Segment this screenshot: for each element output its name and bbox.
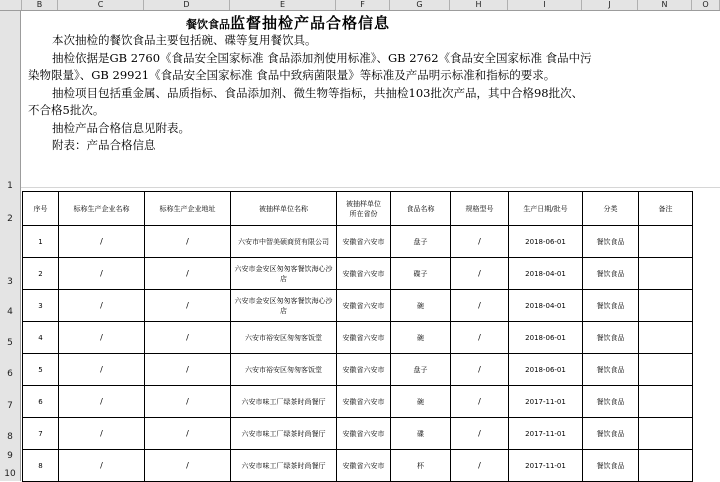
cell-spec[interactable]: / [451, 290, 509, 322]
cell-batch[interactable]: 2018-04-01 [509, 290, 583, 322]
cell-province[interactable]: 安徽省六安市 [337, 322, 391, 354]
cell-sampled-unit[interactable]: 六安市金安区匆匆客餐饮海心沙店 [231, 290, 337, 322]
cell-producer-name[interactable]: / [59, 322, 145, 354]
row-header-bar [0, 11, 21, 481]
cell-producer-address[interactable]: / [145, 386, 231, 418]
cell-sampled-unit[interactable]: 六安市味工厂绿茶时尚餐厅 [231, 418, 337, 450]
intro-paragraph: 本次抽检的餐饮食品主要包括碗、碟等复用餐饮具。 [52, 33, 317, 47]
column-header-b[interactable]: B [22, 0, 58, 10]
cell-spec[interactable]: / [451, 450, 509, 482]
cell-batch[interactable]: 2017-11-01 [509, 450, 583, 482]
cell-sampled-unit[interactable]: 六安市味工厂绿茶时尚餐厅 [231, 386, 337, 418]
title-main: 监督抽检产品合格信息 [230, 14, 391, 32]
column-header-j[interactable]: J [582, 0, 638, 10]
header-batch[interactable]: 生产日期/批号 [509, 192, 583, 226]
cell-producer-address[interactable]: / [145, 450, 231, 482]
cell-index[interactable]: 4 [23, 322, 59, 354]
cell-food-name[interactable]: 盘子 [391, 226, 451, 258]
product-table [22, 191, 693, 482]
cell-food-name[interactable]: 碗 [391, 386, 451, 418]
cell-index[interactable]: 5 [23, 354, 59, 386]
select-all-corner[interactable] [0, 0, 22, 10]
cell-food-name[interactable]: 碗 [391, 290, 451, 322]
row-header-9[interactable]: 9 [7, 451, 13, 461]
title-prefix: 餐饮食品 [186, 18, 230, 31]
table-row [23, 450, 693, 482]
cell-category[interactable]: 餐饮食品 [583, 258, 639, 290]
cell-remark[interactable] [639, 354, 693, 386]
table-row [23, 354, 693, 386]
cell-producer-name[interactable]: / [59, 386, 145, 418]
header-spec[interactable]: 规格型号 [451, 192, 509, 226]
cell-producer-name[interactable]: / [59, 354, 145, 386]
cell-spec[interactable]: / [451, 226, 509, 258]
cell-producer-name[interactable]: / [59, 450, 145, 482]
row-header-2[interactable]: 2 [7, 214, 13, 224]
cell-index[interactable]: 2 [23, 258, 59, 290]
cell-province[interactable]: 安徽省六安市 [337, 418, 391, 450]
column-header-g[interactable]: G [390, 0, 450, 10]
row-header-7[interactable]: 7 [7, 401, 13, 411]
cell-producer-address[interactable]: / [145, 226, 231, 258]
cell-spec[interactable]: / [451, 354, 509, 386]
cell-index[interactable]: 7 [23, 418, 59, 450]
table-row [23, 290, 693, 322]
column-header-e[interactable]: E [230, 0, 336, 10]
cell-remark[interactable] [639, 450, 693, 482]
cell-sampled-unit[interactable]: 六安市中智美硕商贸有限公司 [231, 226, 337, 258]
cell-batch[interactable]: 2018-04-01 [509, 258, 583, 290]
cell-index[interactable]: 8 [23, 450, 59, 482]
cell-remark[interactable] [639, 258, 693, 290]
table-row [23, 258, 693, 290]
header-food-name[interactable]: 食品名称 [391, 192, 451, 226]
cell-category[interactable]: 餐饮食品 [583, 354, 639, 386]
cell-producer-address[interactable]: / [145, 418, 231, 450]
cell-province[interactable]: 安徽省六安市 [337, 354, 391, 386]
cell-producer-name[interactable]: / [59, 418, 145, 450]
cell-category[interactable]: 餐饮食品 [583, 386, 639, 418]
header-sampled-unit[interactable]: 被抽样单位名称 [231, 192, 337, 226]
cell-remark[interactable] [639, 322, 693, 354]
cell-sampled-unit[interactable]: 六安市裕安区匆匆客饭堂 [231, 322, 337, 354]
table-row [23, 386, 693, 418]
cell-sampled-unit[interactable]: 六安市裕安区匆匆客饭堂 [231, 354, 337, 386]
header-index[interactable]: 序号 [23, 192, 59, 226]
cell-index[interactable]: 1 [23, 226, 59, 258]
cell-spec[interactable]: / [451, 322, 509, 354]
cell-category[interactable]: 餐饮食品 [583, 226, 639, 258]
cell-index[interactable]: 3 [23, 290, 59, 322]
cell-producer-name[interactable]: / [59, 258, 145, 290]
see-attachment-text: 抽检产品合格信息见附表。 [52, 121, 190, 135]
cell-category[interactable]: 餐饮食品 [583, 290, 639, 322]
cell-batch[interactable]: 2017-11-01 [509, 386, 583, 418]
cell-batch[interactable]: 2017-11-01 [509, 418, 583, 450]
header-producer-name[interactable]: 标称生产企业名称 [59, 192, 145, 226]
column-header-d[interactable]: D [144, 0, 230, 10]
table-body [23, 226, 693, 482]
column-header-i[interactable]: I [508, 0, 582, 10]
cell-index[interactable]: 6 [23, 386, 59, 418]
row-header-3[interactable]: 3 [7, 277, 13, 287]
cell-food-name[interactable]: 碗 [391, 322, 451, 354]
header-province[interactable]: 被抽样单位 所在省份 [337, 192, 391, 226]
cell-producer-address[interactable]: / [145, 354, 231, 386]
cell-remark[interactable] [639, 290, 693, 322]
cell-category[interactable]: 餐饮食品 [583, 450, 639, 482]
cell-producer-name[interactable]: / [59, 226, 145, 258]
cell-province[interactable]: 安徽省六安市 [337, 226, 391, 258]
row-header-6[interactable]: 6 [7, 369, 13, 379]
row-header-5[interactable]: 5 [7, 338, 13, 348]
cell-batch[interactable]: 2018-06-01 [509, 226, 583, 258]
cell-food-name[interactable]: 碟子 [391, 258, 451, 290]
cell-producer-name[interactable]: / [59, 290, 145, 322]
header-remark[interactable]: 备注 [639, 192, 693, 226]
table-row [23, 226, 693, 258]
cell-spec[interactable]: / [451, 258, 509, 290]
cell-province[interactable]: 安徽省六安市 [337, 450, 391, 482]
cell-food-name[interactable]: 杯 [391, 450, 451, 482]
table-header-row [23, 192, 693, 226]
cell-province[interactable]: 安徽省六安市 [337, 258, 391, 290]
row-header-8[interactable]: 8 [7, 432, 13, 442]
items-paragraph-line1: 抽检项目包括重金属、品质指标、食品添加剂、微生物等指标，共抽检103批次产品，其中合格98批次、 [52, 86, 584, 100]
cell-remark[interactable] [639, 226, 693, 258]
cell-spec[interactable]: / [451, 418, 509, 450]
cell-batch[interactable]: 2018-06-01 [509, 354, 583, 386]
table-row [23, 322, 693, 354]
cell-spec[interactable]: / [451, 386, 509, 418]
attachment-label: 附表：产品合格信息 [52, 138, 156, 152]
table-row [23, 418, 693, 450]
cell-sampled-unit[interactable]: 六安市味工厂绿茶时尚餐厅 [231, 450, 337, 482]
cell-sampled-unit[interactable]: 六安市金安区匆匆客餐饮海心沙店 [231, 258, 337, 290]
items-paragraph-line2: 不合格5批次。 [28, 103, 105, 117]
column-header-h[interactable]: H [450, 0, 508, 10]
row-header-1[interactable]: 1 [7, 181, 13, 191]
cell-producer-address[interactable]: / [145, 258, 231, 290]
column-header-f[interactable]: F [336, 0, 390, 10]
column-header-n[interactable]: N [638, 0, 692, 10]
cell-producer-address[interactable]: / [145, 322, 231, 354]
column-header-bar [0, 0, 720, 11]
cell-remark[interactable] [639, 418, 693, 450]
cell-category[interactable]: 餐饮食品 [583, 418, 639, 450]
basis-paragraph-line1: 抽检依据是GB 2760《食品安全国家标准 食品添加剂使用标准》、GB 2762《食品安全国家标准 食品中污 [52, 51, 592, 65]
header-category[interactable]: 分类 [583, 192, 639, 226]
header-producer-address[interactable]: 标称生产企业地址 [145, 192, 231, 226]
row-header-10[interactable]: 10 [4, 469, 16, 479]
cell-producer-address[interactable]: / [145, 290, 231, 322]
cell-province[interactable]: 安徽省六安市 [337, 290, 391, 322]
page-title [186, 12, 390, 33]
cell-batch[interactable]: 2018-06-01 [509, 322, 583, 354]
cell-food-name[interactable]: 盘子 [391, 354, 451, 386]
cell-category[interactable]: 餐饮食品 [583, 322, 639, 354]
sheet-gridline [21, 187, 720, 188]
cell-province[interactable]: 安徽省六安市 [337, 386, 391, 418]
column-header-o[interactable]: O [692, 0, 720, 10]
row-header-4[interactable]: 4 [7, 307, 13, 317]
cell-food-name[interactable]: 碟 [391, 418, 451, 450]
basis-paragraph-line2: 染物限量》、GB 29921《食品安全国家标准 食品中致病菌限量》等标准及产品明示标准和指标的要求。 [28, 68, 556, 82]
cell-remark[interactable] [639, 386, 693, 418]
column-header-c[interactable]: C [58, 0, 144, 10]
